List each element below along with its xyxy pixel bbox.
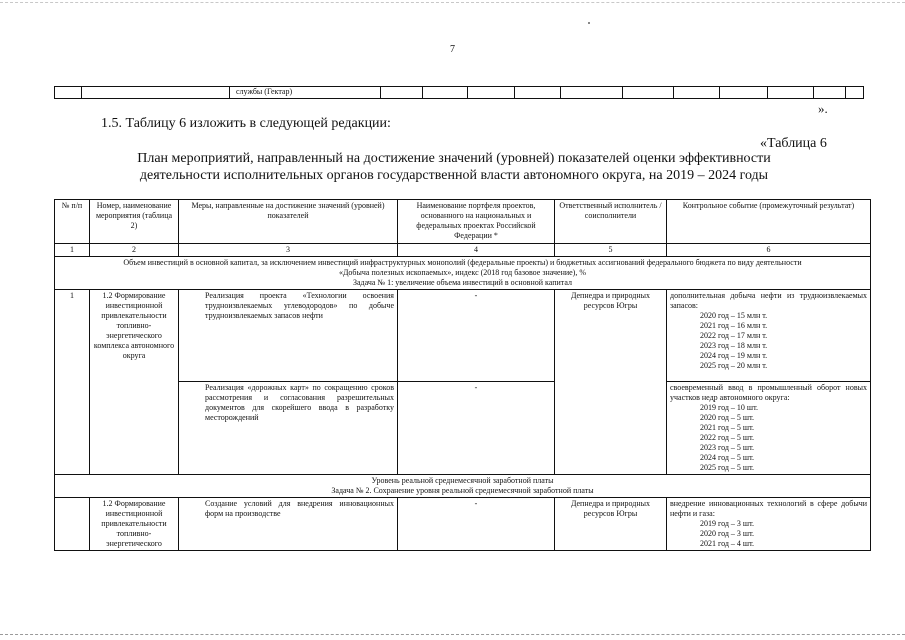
- result-c-year: 2021 год – 4 шт.: [700, 539, 754, 548]
- result-b-year: 2020 год – 5 шт.: [700, 413, 754, 422]
- row1-result-a: [667, 290, 871, 382]
- col-number-2: 2: [90, 244, 179, 257]
- row1-portfolio-a: -: [398, 290, 555, 382]
- indicator-row-1: [55, 257, 871, 290]
- result-a-year: 2021 год – 16 млн т.: [700, 321, 768, 330]
- row1-portfolio-b: -: [398, 382, 555, 475]
- plan-table: [54, 199, 871, 551]
- header-result: Контрольное событие (промежуточный результат): [667, 200, 871, 244]
- row2-portfolio: -: [398, 498, 555, 551]
- header-portfolio: Наименование портфеля проектов, основанного на национальных и федеральных проектах Российской Федерации *: [398, 200, 555, 244]
- row2-result: [667, 498, 871, 551]
- result-b-year: 2025 год – 5 шт.: [700, 463, 754, 472]
- previous-table-cell-text: службы (Гектар): [236, 87, 293, 96]
- col-number-4: 4: [398, 244, 555, 257]
- row1-measure-a: Реализация проекта «Технологии освоения трудноизвлекаемых углеводородов» по добыче трудноизвлекаемых запасов нефти: [179, 290, 398, 382]
- result-c-year: 2019 год – 3 шт.: [700, 519, 754, 528]
- plan-title-line-1: План мероприятий, направленный на достижение значений (уровней) показателей оценки эффективности: [137, 151, 771, 166]
- result-a-year: 2020 год – 15 млн т.: [700, 311, 768, 320]
- header-responsible: Ответственный исполнитель / соисполнители: [555, 200, 667, 244]
- col-number-6: 6: [667, 244, 871, 257]
- plan-title: [54, 150, 854, 184]
- table-row: [55, 498, 871, 551]
- task-1: Задача № 1: увеличение объема инвестиций в основной капитал: [353, 278, 572, 287]
- row1-responsible: Депнедра и природных ресурсов Югры: [555, 290, 667, 475]
- result-a-year: 2025 год – 20 млн т.: [700, 361, 768, 370]
- scan-edge-top: [0, 2, 905, 3]
- col-number-3: 3: [179, 244, 398, 257]
- header-row: [55, 200, 871, 244]
- row1-result-b: [667, 382, 871, 475]
- col-number-5: 5: [555, 244, 667, 257]
- header-event: Номер, наименование мероприятия (таблица 2): [90, 200, 179, 244]
- column-number-row: [55, 244, 871, 257]
- row1-num: 1: [55, 290, 90, 475]
- result-b-year: 2024 год – 5 шт.: [700, 453, 754, 462]
- scan-edge-bottom: [0, 634, 905, 635]
- row2-result-intro: внедрение инновационных технологий в сфере добычи нефти и газа:: [670, 499, 867, 518]
- row2-responsible: Депнедра и природных ресурсов Югры: [555, 498, 667, 551]
- result-b-year: 2022 год – 5 шт.: [700, 433, 754, 442]
- result-b-year: 2021 год – 5 шт.: [700, 423, 754, 432]
- closing-quote: ».: [818, 101, 828, 116]
- previous-table-row: [54, 86, 864, 99]
- result-c-year: 2020 год – 3 шт.: [700, 529, 754, 538]
- table-label: «Таблица 6: [760, 136, 827, 151]
- table-row: [55, 290, 871, 382]
- page-number: 7: [450, 44, 455, 55]
- row2-measure: Создание условий для внедрения инновационных форм на производстве: [179, 498, 398, 551]
- section-heading: 1.5. Таблицу 6 изложить в следующей редакции:: [101, 116, 391, 131]
- row1-result-b-intro: своевременный ввод в промышленный оборот новых участков недр автономного округа:: [670, 383, 867, 402]
- col-number-1: 1: [55, 244, 90, 257]
- scan-speck: [588, 22, 590, 24]
- result-a-year: 2023 год – 18 млн т.: [700, 341, 768, 350]
- row2-num: [55, 498, 90, 551]
- header-measures: Меры, направленные на достижение значений (уровней) показателей: [179, 200, 398, 244]
- indicator-row-2: [55, 475, 871, 498]
- header-num: № п/п: [55, 200, 90, 244]
- result-b-year: 2023 год – 5 шт.: [700, 443, 754, 452]
- indicator-2: Уровень реальной среднемесячной заработной платы: [371, 476, 554, 485]
- row1-event: 1.2 Формирование инвестиционной привлекательности топливно-энергетического комплекса автономного округа: [90, 290, 179, 475]
- result-a-year: 2024 год – 19 млн т.: [700, 351, 768, 360]
- indicator-1: Объем инвестиций в основной капитал, за исключением инвестиций инфраструктурных монополий (федеральные проекты) и бюджетных ассигнований федерального бюджета по виду деятельности «Добыча полезных ископаемых», индекс (2018 год базовое значение), %: [123, 258, 802, 277]
- task-2: Задача № 2. Сохранение уровня реальной среднемесячной заработной платы: [331, 486, 594, 495]
- row1-result-a-intro: дополнительная добыча нефти из трудноизвлекаемых запасов:: [670, 291, 867, 310]
- plan-title-line-2: деятельности исполнительных органов государственной власти автономного округа, на 2019 – 2024 годы: [139, 168, 769, 183]
- result-b-year: 2019 год – 10 шт.: [700, 403, 758, 412]
- row1-measure-b: Реализация «дорожных карт» по сокращению сроков рассмотрения и согласования разрешительных документов для скорейшего ввода в разработку месторождений: [179, 382, 398, 475]
- result-a-year: 2022 год – 17 млн т.: [700, 331, 768, 340]
- row2-event: 1.2 Формирование инвестиционной привлекательности топливно-энергетического: [90, 498, 179, 551]
